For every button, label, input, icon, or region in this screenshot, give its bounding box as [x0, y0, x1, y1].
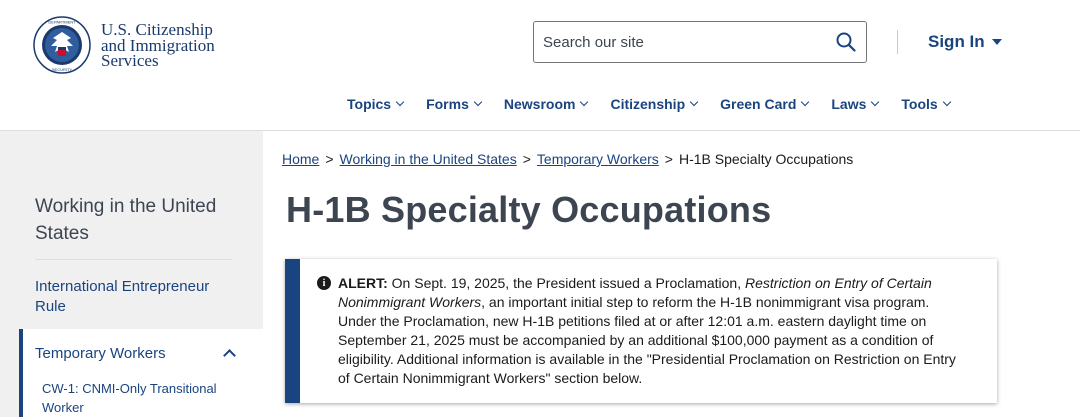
chevron-down-icon — [801, 98, 809, 106]
breadcrumb-temporary-workers[interactable]: Temporary Workers — [536, 151, 659, 167]
nav-label: Citizenship — [610, 96, 686, 112]
nav-item-topics[interactable] — [347, 96, 403, 112]
chevron-down-icon — [871, 98, 879, 106]
caret-down-icon — [992, 39, 1002, 45]
chevron-down-icon — [942, 98, 950, 106]
alert-proclamation-title: Restriction on Entry of Certain Nonimmigrant Workers — [338, 275, 932, 310]
breadcrumb-separator: > — [664, 151, 673, 167]
alert-text — [338, 274, 968, 388]
nav-item-forms[interactable] — [426, 96, 481, 112]
nav-item-citizenship[interactable] — [610, 96, 697, 112]
chevron-up-icon[interactable] — [223, 349, 236, 362]
agency-line-1: U.S. Citizenship — [101, 20, 213, 39]
sidebar-divider — [35, 259, 232, 260]
sidebar-title[interactable]: Working in the United States — [35, 196, 217, 244]
chevron-down-icon — [580, 98, 588, 106]
sign-in-label: Sign In — [928, 32, 985, 51]
chevron-down-icon — [474, 98, 482, 106]
nav-item-green-card[interactable] — [720, 96, 808, 112]
search-icon — [836, 32, 856, 52]
sidebar — [0, 131, 263, 417]
search-input[interactable] — [534, 22, 826, 62]
dhs-seal-icon — [33, 16, 91, 74]
svg-text:DEPARTMENT: DEPARTMENT — [48, 19, 76, 25]
nav-label: Forms — [426, 96, 469, 112]
svg-text:SECURITY: SECURITY — [51, 67, 73, 72]
nav-label: Topics — [347, 96, 392, 112]
search-button[interactable] — [826, 22, 866, 62]
sidebar-item-international-entrepreneur-rule[interactable]: International Entrepreneur Rule — [35, 278, 210, 315]
breadcrumb-home[interactable]: Home — [282, 151, 320, 167]
chevron-down-icon — [690, 98, 698, 106]
nav-item-newsroom[interactable] — [504, 96, 588, 112]
nav-label: Green Card — [720, 96, 797, 112]
alert-text-part-2: , an important initial step to reform the H-1B nonimmigrant visa program. Under the Proclamation, new H-1B petitions filed at or after 12:01 a.m. eastern daylight time on September 21, 2025 must be accompanied by an additional $100,000 payment as a condition of eligibility. Additional information is available in the "Presidential Proclamation on Restriction on Entry of Certain Nonimmigrant Workers" section below. — [338, 294, 956, 386]
search-box — [533, 21, 867, 63]
nav-item-tools[interactable] — [901, 96, 949, 112]
sidebar-subitem-cw1[interactable]: CW-1: CNMI-Only Transitional Worker — [42, 381, 217, 415]
breadcrumb-separator: > — [522, 151, 531, 167]
sidebar-item-label: Temporary Workers — [35, 345, 166, 362]
alert-box — [285, 259, 997, 403]
page-title: H-1B Specialty Occupations — [286, 189, 772, 230]
breadcrumb — [282, 151, 853, 167]
header-divider — [897, 30, 898, 54]
nav-item-laws[interactable] — [831, 96, 878, 112]
breadcrumb-current: H-1B Specialty Occupations — [678, 151, 854, 167]
agency-line-3: Services — [101, 51, 159, 70]
agency-line-2: and Immigration — [101, 35, 215, 55]
nav-label: Laws — [831, 96, 867, 112]
site-header — [0, 0, 1080, 131]
breadcrumb-working[interactable]: Working in the United States — [339, 151, 517, 167]
agency-name — [101, 22, 215, 69]
alert-label: ALERT: — [338, 275, 388, 291]
info-icon: i — [317, 276, 331, 290]
chevron-down-icon — [396, 98, 404, 106]
breadcrumb-separator: > — [325, 151, 334, 167]
logo-link[interactable] — [33, 16, 215, 74]
main-nav — [347, 96, 973, 112]
nav-label: Tools — [901, 96, 938, 112]
sign-in-button[interactable] — [928, 32, 1002, 52]
nav-label: Newsroom — [503, 96, 576, 112]
sidebar-item-temporary-workers[interactable] — [19, 329, 263, 417]
alert-text-part-1: On Sept. 19, 2025, the President issued a Proclamation, — [387, 275, 745, 291]
